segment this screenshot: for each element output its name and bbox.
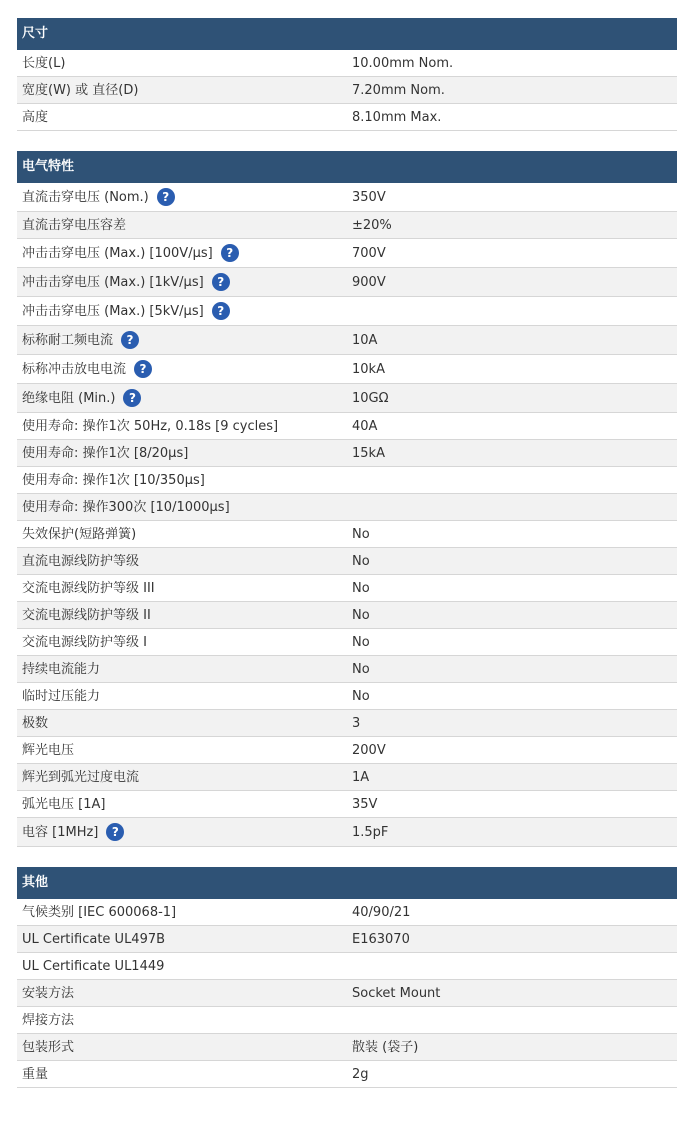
- spec-row: [17, 980, 677, 1007]
- spec-label: 直流电源线防护等级: [22, 553, 140, 569]
- spec-value: 200V: [352, 743, 386, 758]
- spec-row: [17, 50, 677, 77]
- spec-label: 使用寿命: 操作1次 50Hz, 0.18s [9 cycles]: [22, 418, 279, 434]
- spec-value: [347, 467, 677, 493]
- spec-value: No: [352, 662, 370, 677]
- spec-value: [347, 297, 677, 325]
- spec-label-cell: [17, 50, 347, 76]
- spec-label-cell: [17, 548, 347, 574]
- spec-value: 2g: [352, 1067, 369, 1082]
- spec-label-cell: [17, 818, 347, 846]
- spec-label: 使用寿命: 操作1次 [8/20µs]: [22, 445, 189, 461]
- spec-row: [17, 440, 677, 467]
- spec-row: [17, 183, 677, 212]
- spec-label: 绝缘电阻 (Min.): [22, 390, 116, 406]
- help-icon[interactable]: ?: [106, 823, 124, 841]
- spec-value: No: [352, 554, 370, 569]
- spec-label: 失效保护(短路弹簧): [22, 526, 137, 542]
- spec-row: [17, 602, 677, 629]
- spec-label-cell: [17, 791, 347, 817]
- spec-label-cell: [17, 1061, 347, 1087]
- spec-row: [17, 683, 677, 710]
- spec-label: 交流电源线防护等级 III: [22, 580, 155, 596]
- spec-label: 持续电流能力: [22, 661, 101, 677]
- spec-label-cell: [17, 737, 347, 763]
- spec-label-cell: [17, 268, 347, 296]
- spec-label: 标称耐工频电流: [22, 332, 114, 348]
- spec-row: [17, 521, 677, 548]
- spec-value: 900V: [352, 275, 386, 290]
- spec-value: 700V: [352, 246, 386, 261]
- help-icon[interactable]: ?: [134, 360, 152, 378]
- spec-label: 电容 [1MHz]: [22, 824, 99, 840]
- spec-value: 3: [352, 716, 361, 731]
- spec-row: [17, 268, 677, 297]
- spec-label-cell: [17, 467, 347, 493]
- spec-value: No: [352, 689, 370, 704]
- spec-label: UL Certificate UL497B: [22, 931, 166, 947]
- spec-value: No: [352, 581, 370, 596]
- spec-label: 包装形式: [22, 1039, 75, 1055]
- spec-row: [17, 494, 677, 521]
- spec-value: ±20%: [352, 218, 392, 233]
- spec-label-cell: [17, 575, 347, 601]
- spec-row: [17, 355, 677, 384]
- spec-label: 极数: [22, 715, 49, 731]
- spec-label: 标称冲击放电电流: [22, 361, 127, 377]
- spec-label: 辉光到弧光过度电流: [22, 769, 140, 785]
- spec-label: 长度(L): [22, 55, 66, 71]
- section-rows: [17, 899, 677, 1088]
- spec-label: 冲击击穿电压 (Max.) [5kV/µs]: [22, 303, 204, 319]
- spec-row: [17, 1007, 677, 1034]
- spec-value: 10kA: [352, 362, 385, 377]
- spec-row: [17, 737, 677, 764]
- help-icon[interactable]: ?: [221, 244, 239, 262]
- spec-value: 350V: [352, 190, 386, 205]
- spec-row: [17, 467, 677, 494]
- spec-row: [17, 764, 677, 791]
- spec-label: 直流击穿电压容差: [22, 217, 127, 233]
- spec-label: 使用寿命: 操作300次 [10/1000µs]: [22, 499, 230, 515]
- spec-row: [17, 791, 677, 818]
- spec-row: [17, 239, 677, 268]
- help-icon[interactable]: ?: [212, 302, 230, 320]
- spec-row: [17, 656, 677, 683]
- spec-section: [17, 151, 677, 847]
- spec-row: [17, 575, 677, 602]
- spec-value: 10A: [352, 333, 378, 348]
- spec-label-cell: [17, 521, 347, 547]
- spec-value: 1.5pF: [352, 825, 389, 840]
- spec-value: 40A: [352, 419, 378, 434]
- spec-row: [17, 77, 677, 104]
- spec-row: [17, 899, 677, 926]
- spec-label-cell: [17, 1034, 347, 1060]
- spec-label: 冲击击穿电压 (Max.) [1kV/µs]: [22, 274, 204, 290]
- spec-label-cell: [17, 212, 347, 238]
- section-header: 电气特性: [17, 151, 677, 183]
- spec-value: [347, 1007, 677, 1033]
- spec-label: 安装方法: [22, 985, 75, 1001]
- spec-row: [17, 926, 677, 953]
- spec-label-cell: [17, 953, 347, 979]
- section-rows: [17, 183, 677, 847]
- spec-label-cell: [17, 926, 347, 952]
- help-icon[interactable]: ?: [123, 389, 141, 407]
- spec-label-cell: [17, 710, 347, 736]
- spec-label-cell: [17, 629, 347, 655]
- section-rows: [17, 50, 677, 131]
- spec-row: [17, 1061, 677, 1088]
- spec-label: 高度: [22, 109, 49, 125]
- spec-value: 35V: [352, 797, 378, 812]
- spec-row: [17, 1034, 677, 1061]
- spec-label-cell: [17, 683, 347, 709]
- help-icon[interactable]: ?: [157, 188, 175, 206]
- spec-label-cell: [17, 440, 347, 466]
- spec-value: 7.20mm Nom.: [352, 83, 445, 98]
- spec-label-cell: [17, 239, 347, 267]
- help-icon[interactable]: ?: [212, 273, 230, 291]
- spec-row: [17, 297, 677, 326]
- spec-row: [17, 953, 677, 980]
- spec-label: UL Certificate UL1449: [22, 958, 165, 974]
- spec-label: 弧光电压 [1A]: [22, 796, 106, 812]
- spec-row: [17, 413, 677, 440]
- spec-label: 冲击击穿电压 (Max.) [100V/µs]: [22, 245, 213, 261]
- spec-value: [347, 953, 677, 979]
- spec-label: 交流电源线防护等级 I: [22, 634, 147, 650]
- spec-label: 辉光电压: [22, 742, 75, 758]
- spec-value: No: [352, 527, 370, 542]
- spec-value: 40/90/21: [352, 905, 411, 920]
- spec-label: 交流电源线防护等级 II: [22, 607, 151, 623]
- spec-value: E163070: [352, 932, 410, 947]
- spec-section: [17, 18, 677, 131]
- spec-label: 气候类别 [IEC 600068-1]: [22, 904, 177, 920]
- spec-row: [17, 818, 677, 847]
- spec-row: [17, 710, 677, 737]
- spec-label-cell: [17, 297, 347, 325]
- spec-label: 重量: [22, 1066, 49, 1082]
- spec-label-cell: [17, 413, 347, 439]
- spec-value: 散装 (袋子): [352, 1040, 419, 1055]
- spec-row: [17, 548, 677, 575]
- spec-value: No: [352, 635, 370, 650]
- spec-label: 焊接方法: [22, 1012, 75, 1028]
- spec-label-cell: [17, 183, 347, 211]
- spec-label-cell: [17, 77, 347, 103]
- section-header: 其他: [17, 867, 677, 899]
- spec-value: 10.00mm Nom.: [352, 56, 454, 71]
- spec-label: 直流击穿电压 (Nom.): [22, 189, 149, 205]
- spec-label-cell: [17, 384, 347, 412]
- help-icon[interactable]: ?: [121, 331, 139, 349]
- spec-label-cell: [17, 1007, 347, 1033]
- spec-value: 15kA: [352, 446, 385, 461]
- spec-label-cell: [17, 326, 347, 354]
- spec-label-cell: [17, 602, 347, 628]
- spec-label-cell: [17, 656, 347, 682]
- spec-row: [17, 384, 677, 413]
- spec-table-container: [17, 18, 677, 1108]
- spec-label: 宽度(W) 或 直径(D): [22, 82, 139, 98]
- spec-label-cell: [17, 494, 347, 520]
- spec-value: 10GΩ: [352, 391, 389, 406]
- spec-label-cell: [17, 899, 347, 925]
- spec-label-cell: [17, 764, 347, 790]
- spec-row: [17, 629, 677, 656]
- spec-label-cell: [17, 104, 347, 130]
- spec-label: 临时过压能力: [22, 688, 101, 704]
- spec-value: Socket Mount: [352, 986, 441, 1001]
- spec-value: [347, 494, 677, 520]
- spec-label-cell: [17, 980, 347, 1006]
- spec-row: [17, 104, 677, 131]
- spec-value: 8.10mm Max.: [352, 110, 442, 125]
- spec-label: 使用寿命: 操作1次 [10/350µs]: [22, 472, 205, 488]
- spec-row: [17, 212, 677, 239]
- spec-section: [17, 867, 677, 1088]
- spec-row: [17, 326, 677, 355]
- spec-value: 1A: [352, 770, 370, 785]
- spec-label-cell: [17, 355, 347, 383]
- spec-value: No: [352, 608, 370, 623]
- section-header: 尺寸: [17, 18, 677, 50]
